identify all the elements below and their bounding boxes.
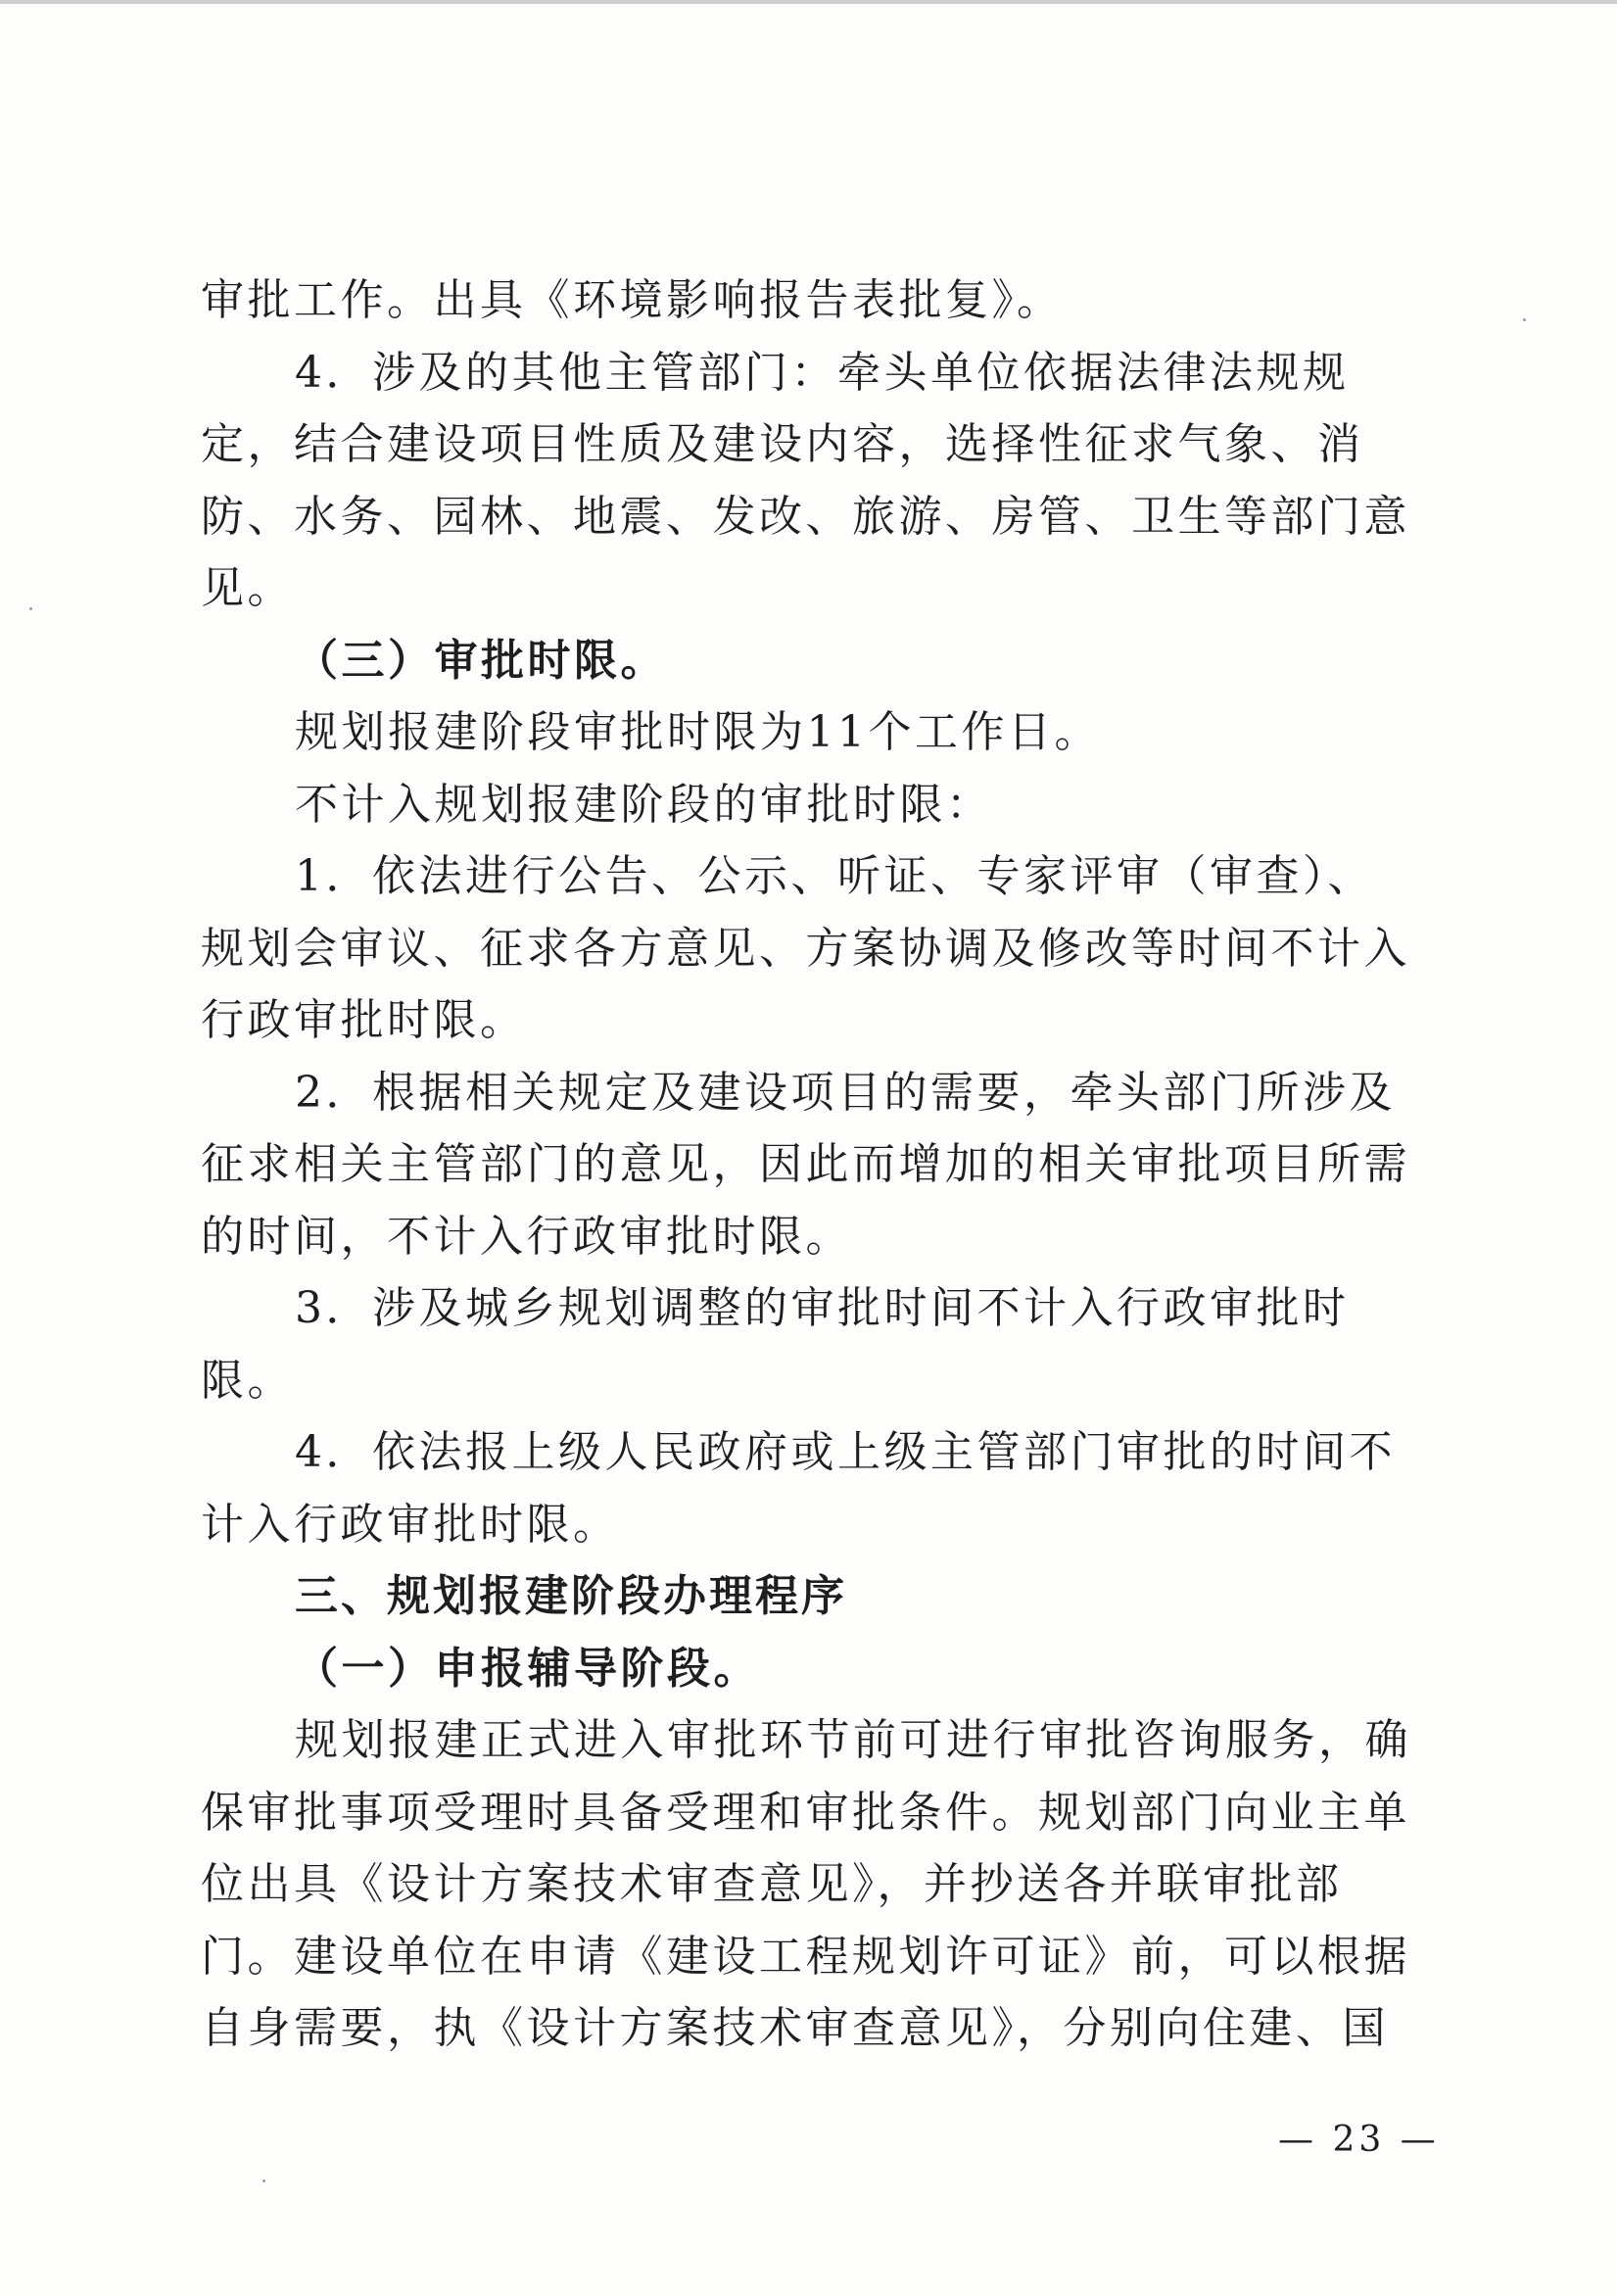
text-line: 计入行政审批时限。 xyxy=(201,1499,620,1550)
text-line: 自身需要，执《设计方案技术审查意见》，分别向住建、国 xyxy=(201,2003,1389,2053)
text-line: 征求相关主管部门的意见，因此而增加的相关审批项目所需 xyxy=(201,1139,1410,1189)
text-line: 见。 xyxy=(201,563,294,613)
text-line: 的时间，不计入行政审批时限。 xyxy=(201,1211,852,1262)
document-page xyxy=(201,264,1411,2065)
text-line: 审批工作。出具《环境影响报告表批复》。 xyxy=(201,275,1064,325)
text-line: 规划会审议、征求各方意见、方案协调及修改等时间不计入 xyxy=(201,923,1410,974)
text-line: 规划报建阶段审批时限为11个工作日。 xyxy=(295,707,1101,757)
text-line: 4．涉及的其他主管部门：牵头单位依据法律法规规 xyxy=(295,347,1350,398)
page-number: — 23 — xyxy=(1278,2120,1440,2160)
text-line: 门。建设单位在申请《建设工程规划许可证》前，可以根据 xyxy=(201,1931,1410,1982)
text-line: 位出具《设计方案技术审查意见》，并抄送各并联审批部 xyxy=(201,1859,1343,1909)
text-line: 4．依法报上级人民政府或上级主管部门审批的时间不 xyxy=(295,1427,1396,1477)
scan-top-edge xyxy=(0,0,1617,4)
text-line: 规划报建正式进入审批环节前可进行审批咨询服务，确 xyxy=(295,1715,1411,1765)
text-line: 保审批事项受理时具备受理和审批条件。规划部门向业主单 xyxy=(201,1787,1410,1838)
section-subheading: （一）申报辅导阶段。 xyxy=(295,1643,760,1694)
text-line: 防、水务、园林、地震、发改、旅游、房管、卫生等部门意 xyxy=(201,491,1410,542)
text-line: 2．根据相关规定及建设项目的需要，牵头部门所涉及 xyxy=(295,1067,1396,1118)
text-line: 1．依法进行公告、公示、听证、专家评审（审查）、 xyxy=(295,851,1374,901)
scan-speck xyxy=(262,2179,265,2182)
text-line: 定，结合建设项目性质及建设内容，选择性征求气象、消 xyxy=(201,419,1364,469)
section-subheading: （三）审批时限。 xyxy=(295,635,667,686)
scan-speck xyxy=(29,607,32,610)
text-line: 限。 xyxy=(201,1355,294,1406)
text-line: 3．涉及城乡规划调整的审批时间不计入行政审批时 xyxy=(295,1283,1350,1333)
text-line: 不计入规划报建阶段的审批时限： xyxy=(295,779,993,830)
section-heading: 三、规划报建阶段办理程序 xyxy=(295,1571,847,1621)
scan-speck xyxy=(1523,318,1526,321)
text-line: 行政审批时限。 xyxy=(201,995,527,1045)
